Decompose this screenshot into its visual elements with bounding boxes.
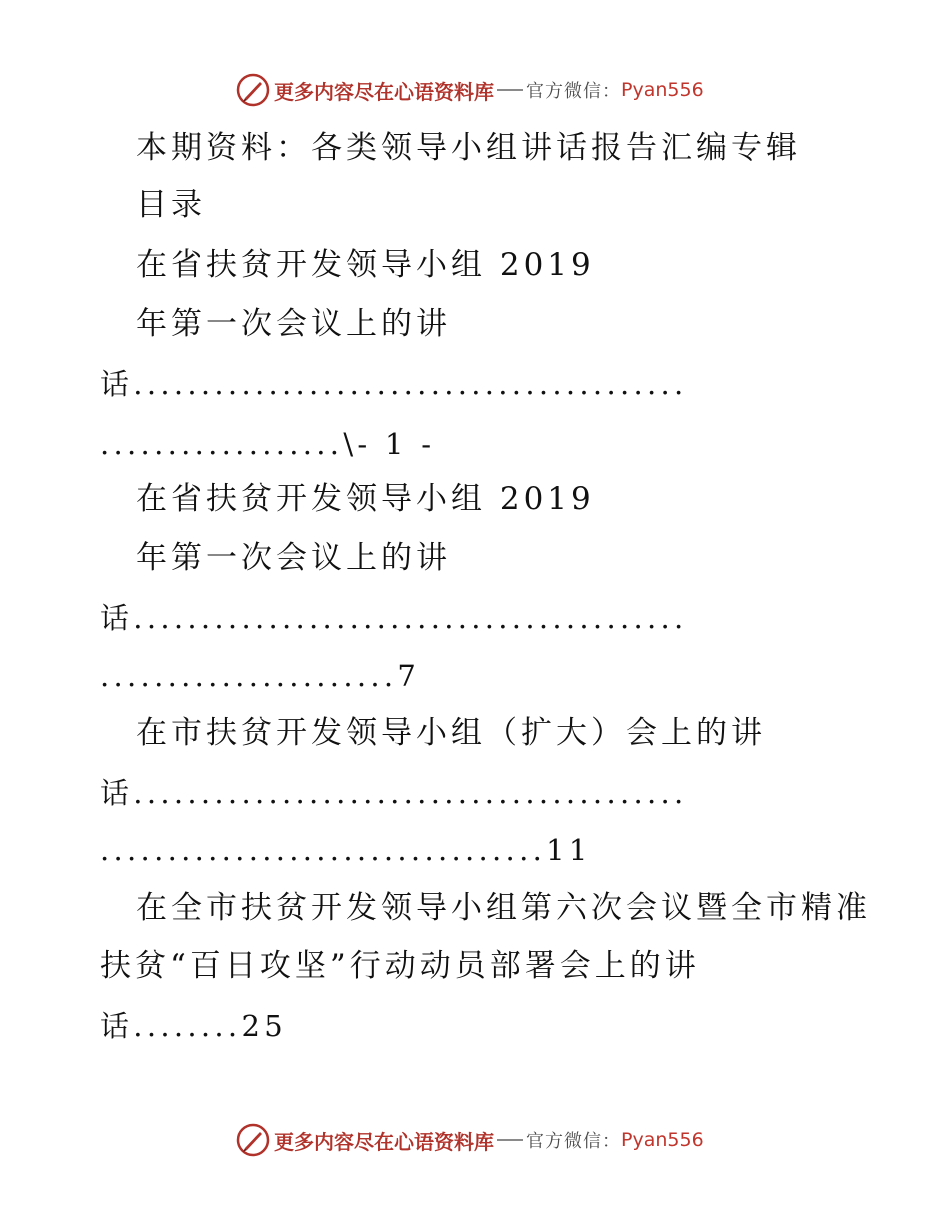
toc-entry-4-title-line-2: 扶贫“百日攻坚”行动动员部署会上的讲: [100, 948, 700, 984]
toc-entry-2-title-line-1: 在省扶贫开发领导小组 2019: [136, 481, 595, 517]
banner-wechat-id: Pyan556: [621, 79, 704, 101]
quill-pen-logo-icon: [236, 73, 270, 107]
toc-entry-2-leader-2: ......................7: [100, 659, 421, 693]
toc-entry-1-leader-2: ..................\- 1 -: [100, 427, 436, 461]
toc-entry-3-title-line-1: 在市扶贫开发领导小组（扩大）会上的讲: [136, 715, 766, 751]
toc-entry-4-leader-1: 话........25: [100, 1009, 287, 1043]
toc-entry-2-title-line-2: 年第一次会议上的讲: [136, 540, 451, 576]
toc-entry-4-title-line-1: 在全市扶贫开发领导小组第六次会议暨全市精准: [136, 890, 871, 926]
banner-wechat-label: 官方微信：: [526, 1131, 621, 1152]
banner-text: 更多内容尽在心语资料库: [274, 79, 494, 104]
toc-entry-1-title-line-1: 在省扶贫开发领导小组 2019: [136, 247, 595, 283]
toc-entry-3-leader-2: .................................11: [100, 833, 592, 867]
quill-pen-logo-icon: [236, 1123, 270, 1157]
header-banner: [236, 72, 704, 108]
page-heading: 本期资料：各类领导小组讲话报告汇编专辑: [136, 130, 801, 166]
toc-title: 目录: [136, 187, 206, 223]
toc-entry-1-leader-1: 话.........................................: [100, 367, 688, 401]
banner-wechat-label: 官方微信：: [526, 81, 621, 102]
banner-dash: [497, 89, 523, 91]
toc-entry-2-leader-1: 话.........................................: [100, 601, 688, 635]
banner-text: 更多内容尽在心语资料库: [274, 1129, 494, 1154]
toc-entry-1-title-line-2: 年第一次会议上的讲: [136, 306, 451, 342]
footer-banner: [236, 1122, 704, 1158]
banner-wechat-id: Pyan556: [621, 1129, 704, 1151]
banner-dash: [497, 1139, 523, 1141]
toc-entry-3-leader-1: 话.........................................: [100, 776, 688, 810]
